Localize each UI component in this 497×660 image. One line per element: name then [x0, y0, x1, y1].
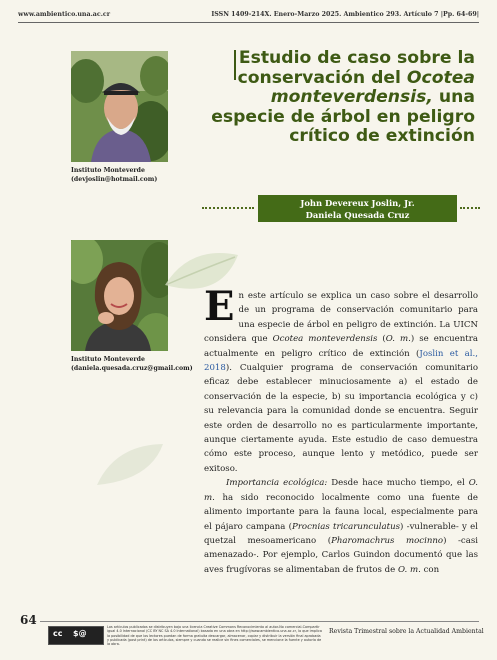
issn-citation: ISSN 1409-214X. Enero-Marzo 2025. Ambientico 293. Artículo 7 |Pp. 64-69| — [211, 11, 479, 18]
author-photo-quesada — [71, 240, 168, 351]
drop-cap: E — [204, 283, 235, 330]
author2-caption — [71, 355, 193, 373]
header-rule — [18, 22, 479, 23]
license-notice: Los artículos publicados se distribuyen bajo una licencia Creative Commons Reconocimiento al autor-No comercial-Compartir igual 4.0 Internacional (CC BY NC SA 4.0 International) basada en una obra en http://www.ambientico.una.ac.cr, lo que implica la posibilidad de que los lectores puedan de forma gratuita descargar, almacenar, copiar y distribuir la versión final aprobada y publicada (post print) de los artículos, siempre y cuando se realice sin fines comerciales, se mencione la fuente y autoría de la obra. — [107, 625, 322, 647]
article-body — [204, 283, 479, 577]
title-line-3: monteverdensis, una — [270, 87, 475, 107]
dotted-rule-right — [460, 207, 480, 209]
author1-caption — [71, 166, 157, 184]
article-title — [205, 49, 475, 147]
title-line-5: crítico de extinción — [289, 126, 475, 146]
dotted-rule-left — [202, 207, 254, 209]
author-photo-joslin — [71, 51, 168, 162]
author1-affiliation: Instituto Monteverde — [71, 167, 145, 174]
paragraph-intro: En este artículo se explica un caso sobre el desarrollo de un programa de conservación comunitario para una especie de árbol en peligro de extinción. La UICN considera que Ocotea monteverdensis (O. m.) se encuentra actualmente en peligro crítico de extinción (Joslin et al., 2018). Cualquier programa de conservación comunitario eficaz debe establecer minuciosamente a) el estado de conservación de la especie, b) su importancia ecológica y c) su relevancia para la comunidad donde se encuentra. Seguir este orden de desarrollo no es particularmente importante, aunque ciertamente ayuda. Este estudio de caso demuestra cómo este proceso, aunque lento y metódico, puede ser exitoso. — [204, 283, 478, 474]
page-number: 64 — [20, 613, 37, 627]
title-line-1: Estudio de caso sobre la — [238, 48, 475, 68]
citation-link[interactable]: Joslin et al., 2018 — [204, 348, 478, 374]
title-line-2: conservación del Ocotea — [237, 67, 475, 88]
footer-rule — [40, 621, 479, 622]
author1-email: (devjoslin@hotmail.com) — [71, 176, 158, 183]
title-line-4: especie de árbol en peligro — [211, 106, 475, 127]
author-name-2: Daniela Quesada Cruz — [305, 210, 410, 220]
author2-email: (daniela.quesada.cruz@gmail.com) — [71, 365, 193, 372]
running-header — [18, 9, 479, 23]
paragraph-ecological-importance: Importancia ecológica: Desde hace mucho tiempo, el O. m. ha sido reconocido localmente como una fuente de alimento importante para la fauna local, especialmente para el pájaro campana (Procnias tricarunculatus) -vulnerable- y el quetzal mesoamericano (Pharomachrus mocinno) -casi amenazado-. Por ejemplo, Carlos Guindon documentó que las aves frugívoras se alimentaban de frutos de O. m. con — [204, 478, 479, 575]
leaf-watermark-icon — [95, 440, 165, 490]
journal-tagline: Revista Trimestral sobre la Actualidad Ambiental — [329, 628, 484, 635]
creative-commons-badge-icon[interactable]: cc $@ — [48, 626, 104, 645]
authors-box — [258, 195, 457, 222]
author-name-1: John Devereux Joslin, Jr. — [300, 198, 415, 208]
journal-url: www.ambientico.una.ac.cr — [18, 11, 111, 18]
author2-affiliation: Instituto Monteverde — [71, 356, 145, 363]
